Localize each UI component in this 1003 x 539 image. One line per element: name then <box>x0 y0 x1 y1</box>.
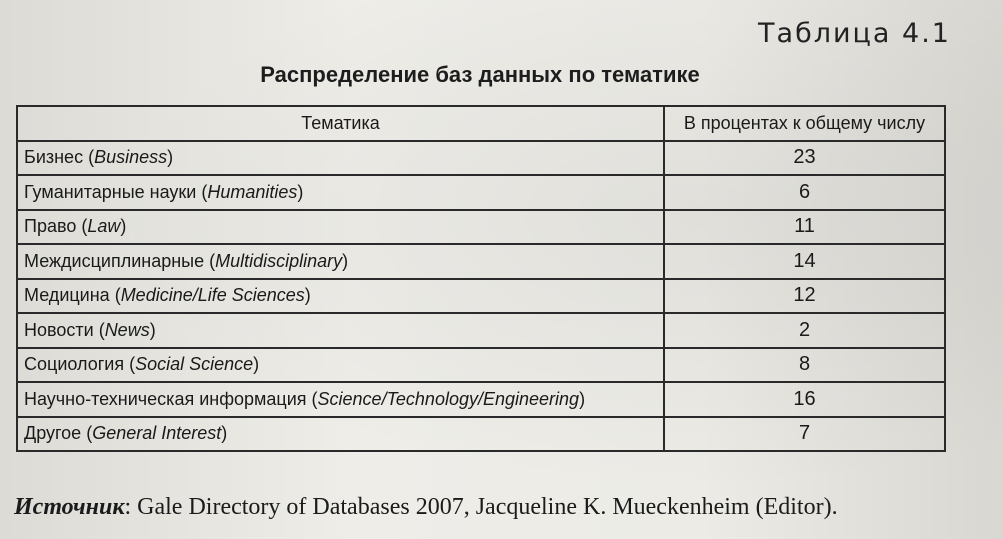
percent-cell: 8 <box>664 348 945 383</box>
topic-cell: Другое (General Interest) <box>17 417 664 452</box>
topic-name-en: Law <box>87 216 121 237</box>
topic-cell: Научно-техническая информация (Science/Technology/Engineering) <box>17 382 664 417</box>
topic-name-en: Business <box>94 147 168 168</box>
column-header-topic: Тематика <box>17 106 664 141</box>
percent-cell: 6 <box>664 175 945 210</box>
percent-cell: 2 <box>664 313 945 348</box>
topic-name-ru: Научно-техническая информация <box>24 388 307 409</box>
topic-cell: Медицина (Medicine/Life Sciences) <box>17 279 664 314</box>
table-number: Таблица 4.1 <box>758 18 951 49</box>
topic-name-ru: Бизнес <box>24 147 84 168</box>
topic-name-ru: Медицина <box>24 285 110 306</box>
table-row <box>17 210 945 245</box>
source-note <box>14 494 838 521</box>
topic-name-ru: Гуманитарные науки <box>24 181 197 202</box>
topic-cell: Бизнес (Business) <box>17 141 664 176</box>
topic-name-ru: Право <box>24 216 77 237</box>
topic-name-en: Multidisciplinary <box>215 250 343 271</box>
topic-name-en: Medicine/Life Sciences <box>120 285 305 306</box>
percent-cell: 23 <box>664 141 945 176</box>
table-row <box>17 313 945 348</box>
topic-name-en: Science/Technology/Engineering <box>317 388 580 409</box>
topic-name-ru: Другое <box>24 423 82 444</box>
topic-name-ru: Новости <box>24 319 94 340</box>
topic-name-ru: Социология <box>24 354 125 375</box>
percent-cell: 7 <box>664 417 945 452</box>
column-header-percent: В процентах к общему числу <box>664 106 945 141</box>
table-row <box>17 417 945 452</box>
topic-cell: Междисциплинарные (Multidisciplinary) <box>17 244 664 279</box>
topic-name-en: General Interest <box>92 423 222 444</box>
source-label: Источник <box>14 494 125 520</box>
topic-cell: Право (Law) <box>17 210 664 245</box>
topic-name-ru: Междисциплинарные <box>24 250 205 271</box>
table-title: Распределение баз данных по тематике <box>260 62 700 87</box>
source-text: : Gale Directory of Databases 2007, Jacqueline K. Mueckenheim (Editor). <box>124 494 838 520</box>
table-row <box>17 279 945 314</box>
table-row <box>17 175 945 210</box>
topic-cell: Социология (Social Science) <box>17 348 664 383</box>
table-row <box>17 382 945 417</box>
topic-cell: Новости (News) <box>17 313 664 348</box>
table-row <box>17 244 945 279</box>
table-row <box>17 141 945 176</box>
table-header-row <box>17 106 945 141</box>
database-topics-table <box>16 105 946 452</box>
percent-cell: 11 <box>664 210 945 245</box>
percent-cell: 16 <box>664 382 945 417</box>
percent-cell: 12 <box>664 279 945 314</box>
table-row <box>17 348 945 383</box>
percent-cell: 14 <box>664 244 945 279</box>
topic-name-en: Social Science <box>135 354 254 375</box>
topic-name-en: Humanities <box>207 181 298 202</box>
topic-name-en: News <box>104 319 150 340</box>
topic-cell: Гуманитарные науки (Humanities) <box>17 175 664 210</box>
